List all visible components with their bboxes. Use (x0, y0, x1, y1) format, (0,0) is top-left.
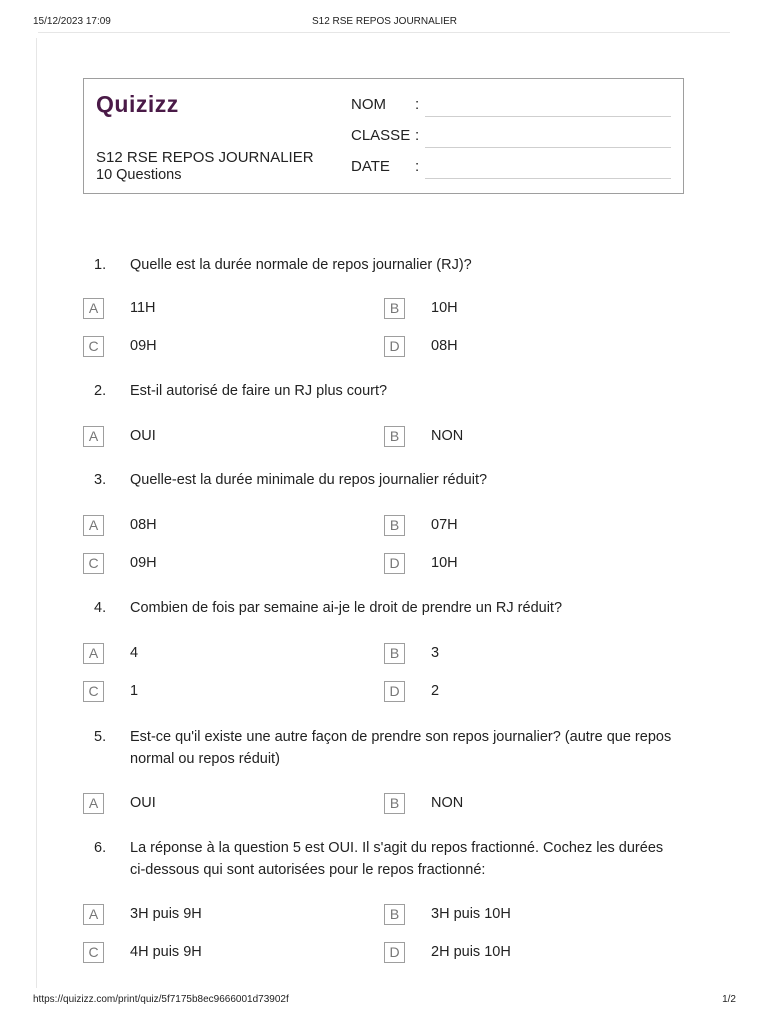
option-text: 10H (431, 300, 458, 316)
field-line (425, 178, 671, 179)
print-url: https://quizizz.com/print/quiz/5f7175b8ec9666001d73902f (33, 994, 289, 1005)
option-text: 1 (130, 683, 139, 699)
field-colon: : (415, 127, 420, 144)
option-text: 08H (431, 338, 458, 354)
print-footer (33, 994, 736, 1008)
option-letter: D (384, 681, 405, 702)
option-letter: B (384, 298, 405, 319)
option-letter: B (384, 904, 405, 925)
question-text: Est-il autorisé de faire un RJ plus court? (130, 383, 388, 399)
field-nom (351, 96, 671, 118)
print-title: S12 RSE REPOS JOURNALIER (311, 16, 458, 27)
option-text: 3 (431, 645, 440, 661)
field-label: CLASSE (351, 127, 411, 144)
option-letter: D (384, 553, 405, 574)
option-text: 4 (130, 645, 139, 661)
option-text: 08H (130, 517, 157, 533)
field-classe (351, 127, 671, 149)
question-text: Est-ce qu'il existe une autre façon de prendre son repos journalier? (autre que repos normal ou repos réduit) (130, 729, 672, 767)
option-letter: B (384, 515, 405, 536)
print-datetime: 15/12/2023 17:09 (33, 16, 111, 27)
option-letter: B (384, 643, 405, 664)
page-divider-left (36, 38, 37, 988)
question-number: 2. (94, 383, 107, 399)
option-text: 09H (130, 338, 157, 354)
option-text: 2H puis 10H (431, 944, 511, 960)
option-letter: C (83, 553, 104, 574)
option-letter: B (384, 426, 405, 447)
option-text: 4H puis 9H (130, 944, 202, 960)
worksheet-header (83, 78, 684, 194)
option-text: NON (431, 428, 464, 444)
option-text: 10H (431, 555, 458, 571)
quiz-title: S12 RSE REPOS JOURNALIER (96, 149, 314, 166)
option-letter: C (83, 942, 104, 963)
option-text: 2 (431, 683, 440, 699)
option-text: 3H puis 10H (431, 906, 511, 922)
field-label: DATE (351, 158, 390, 175)
option-letter: A (83, 426, 104, 447)
question-number: 5. (94, 729, 107, 745)
field-date (351, 158, 671, 180)
option-letter: A (83, 793, 104, 814)
option-text: NON (431, 795, 464, 811)
question-number: 6. (94, 840, 107, 856)
quizizz-logo: Quizizz (96, 91, 179, 117)
field-line (425, 147, 671, 148)
question-number: 1. (94, 257, 107, 273)
option-letter: A (83, 904, 104, 925)
question-text: La réponse à la question 5 est OUI. Il s'agit du repos fractionné. Cochez les durées ci-dessous qui sont autorisées pour le repos fractionné: (130, 840, 664, 878)
field-label: NOM (351, 96, 386, 113)
field-line (425, 116, 671, 117)
option-letter: C (83, 681, 104, 702)
option-letter: A (83, 298, 104, 319)
question-text: Combien de fois par semaine ai-je le droit de prendre un RJ réduit? (130, 600, 563, 616)
option-letter: D (384, 336, 405, 357)
option-letter: B (384, 793, 405, 814)
option-text: 3H puis 9H (130, 906, 202, 922)
option-letter: D (384, 942, 405, 963)
option-text: 09H (130, 555, 157, 571)
option-letter: A (83, 643, 104, 664)
print-header (33, 16, 736, 30)
field-colon: : (415, 158, 420, 175)
question-count: 10 Questions (96, 167, 182, 183)
option-text: 11H (130, 300, 156, 316)
option-text: OUI (130, 795, 156, 811)
option-text: OUI (130, 428, 156, 444)
option-letter: C (83, 336, 104, 357)
question-number: 4. (94, 600, 107, 616)
field-colon: : (415, 96, 420, 113)
page-number: 1/2 (722, 994, 736, 1005)
question-text: Quelle-est la durée minimale du repos journalier réduit? (130, 472, 488, 488)
question-text: Quelle est la durée normale de repos journalier (RJ)? (130, 257, 472, 273)
page-divider-top (38, 32, 730, 33)
question-number: 3. (94, 472, 107, 488)
option-letter: A (83, 515, 104, 536)
option-text: 07H (431, 517, 458, 533)
